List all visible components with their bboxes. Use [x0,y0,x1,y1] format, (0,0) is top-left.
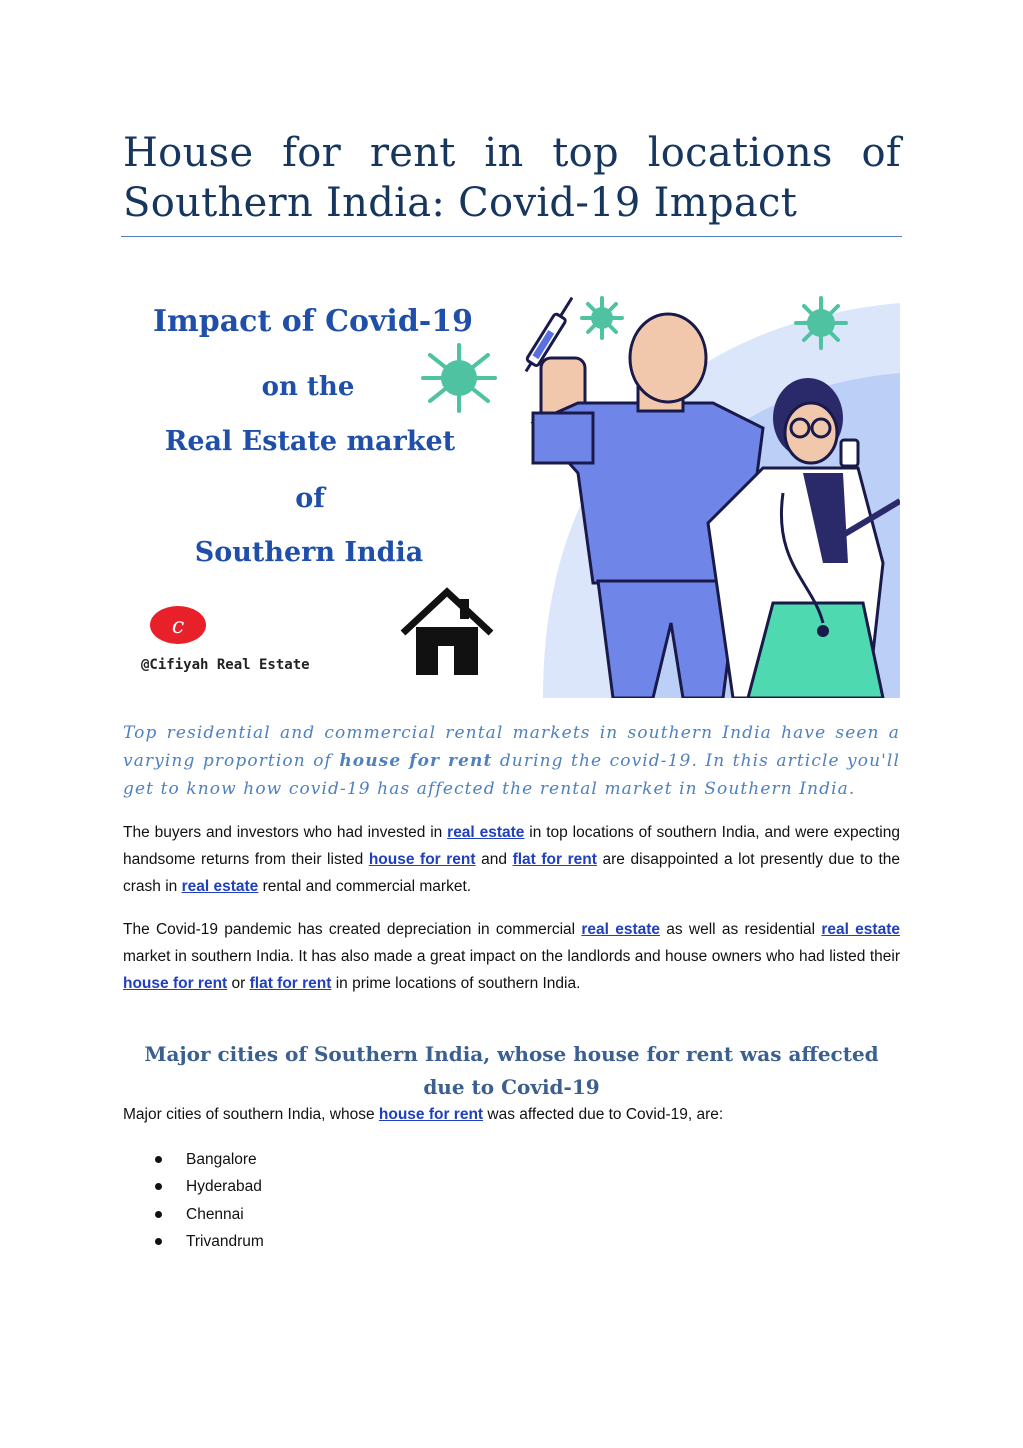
list-item [150,1173,264,1200]
paragraph-investors [123,819,900,900]
virus-icon-large [423,345,495,411]
city-name: Hyderabad [186,1178,262,1196]
city-name: Trivandrum [186,1232,264,1250]
text: in top locations of southern India, and were expecting handsome returns from their listed [123,824,900,868]
text: The Covid-19 pandemic has created depreciation in commercial [123,921,582,938]
list-item [150,1146,264,1173]
text: are disappointed a lot presently due to the crash in [123,851,901,895]
bullet-icon [155,1211,162,1218]
cifiyah-logo [150,606,206,644]
bullet-icon [155,1183,162,1190]
logo-letter: c [171,614,185,639]
link-flat-for-rent[interactable]: flat for rent [512,851,597,868]
hero-text-line1: Impact of Covid-19 [152,304,474,339]
link-real-estate[interactable]: real estate [581,921,661,938]
hero-text-line4: of [295,483,325,514]
link-house-for-rent[interactable]: house for rent [368,851,476,868]
link-real-estate[interactable]: real estate [447,824,525,841]
link-flat-for-rent[interactable]: flat for rent [249,975,332,992]
intro-paragraph [123,719,900,803]
section-heading: Major cities of Southern India, whose house for rent was affected due to Covid-19 [144,1042,879,1099]
text: or [227,975,250,992]
text: The buyers and investors who had invested in [123,824,448,841]
intro-emphasis: house for rent [339,751,493,771]
link-real-estate[interactable]: real estate [181,878,259,895]
text: rental and commercial market. [258,878,472,895]
link-house-for-rent[interactable]: house for rent [123,975,228,992]
list-item [150,1228,264,1255]
city-name: Chennai [186,1205,244,1223]
virus-icon-right [796,298,846,348]
text: was affected due to Covid-19, are: [483,1106,724,1123]
link-house-for-rent[interactable]: house for rent [378,1106,484,1123]
city-name: Bangalore [186,1151,257,1168]
link-real-estate[interactable]: real estate [821,921,900,938]
house-icon [403,592,491,675]
text: as well as residential [660,921,822,938]
bullet-icon [155,1238,162,1245]
bullet-icon [155,1156,162,1163]
text: in prime locations of southern India. [331,975,581,992]
hero-text-line2: on the [261,372,355,402]
cities-list [150,1146,264,1255]
hero-text-line3: Real Estate market [164,426,456,457]
list-item [150,1201,264,1228]
virus-icon-small [582,298,622,338]
paragraph-pandemic [123,916,900,997]
page-title: House for rent in top locations of Southern India: Covid-19 Impact [123,130,901,226]
text: Major cities of southern India, whose [123,1106,379,1123]
hero-illustration [123,263,900,698]
hero-text-line5: Southern India [194,537,424,568]
intro-text-1: Top residential and commercial rental markets in southern India have seen a varying proportion of [123,723,900,771]
text: market in southern India. It has also made a great impact on the landlords and house owners who had listed their [123,948,900,965]
title-underline [121,236,902,237]
intro-text-2: during the covid-19. In this article you'll get to know how covid-19 has affected the rental market in Southern India. [123,751,900,799]
paragraph-cities-intro [123,1101,900,1128]
text: and [475,851,513,868]
hero-handle: @Cifiyah Real Estate [141,657,310,673]
